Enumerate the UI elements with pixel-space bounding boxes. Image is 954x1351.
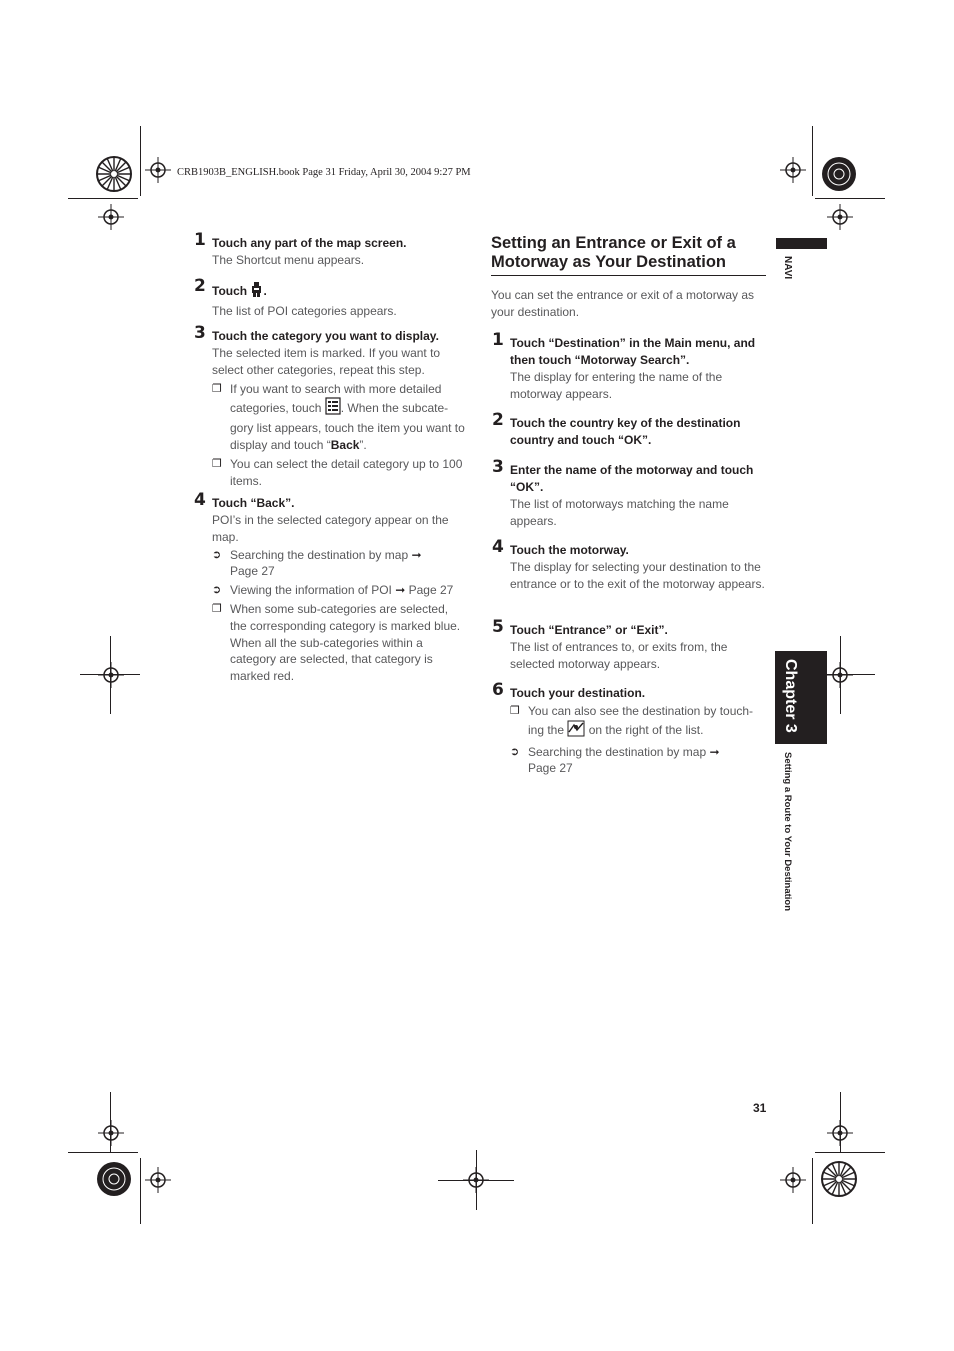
step-title: Touch “Entrance” or “Exit”.: [510, 623, 668, 637]
page-arrow-icon: ➞: [395, 583, 406, 598]
crosshair-icon: [145, 157, 171, 183]
title-divider: [491, 275, 766, 276]
left-step-3: [194, 323, 466, 489]
crosshair-icon: [780, 157, 806, 183]
step-title-text: Touch: [212, 284, 251, 298]
right-step-5: [492, 617, 768, 673]
crosshair-icon: [145, 1167, 171, 1193]
note-text: If you want to search with more detailed categories, touch: [230, 381, 442, 416]
step-title: Touch “Destination” in the Main menu, and then touch “Motorway Search”.: [510, 336, 756, 367]
reference-text: Viewing the information of POI: [230, 583, 396, 598]
section-title: Setting an Entrance or Exit of a Motorway as Your Destination: [491, 234, 736, 271]
note-item: [212, 381, 466, 454]
step-number: 2: [194, 276, 206, 296]
map-icon: [567, 720, 585, 742]
step-body: The list of motorways matching the name appears.: [510, 497, 729, 528]
step-number: 2: [492, 410, 504, 430]
right-step-6: [492, 680, 768, 777]
back-label: Back: [256, 496, 286, 510]
reference-arrow-icon: ➲: [212, 548, 222, 561]
detail-list-icon: [325, 397, 341, 420]
step-body: The list of entrances to, or exits from, the selected motorway appears.: [510, 640, 728, 671]
section-running-title: Setting a Route to Your Destination: [782, 752, 793, 912]
note-text: You can select the detail category up to 100 items.: [230, 456, 463, 488]
note-square-icon: ❐: [510, 705, 520, 717]
right-step-3: [492, 457, 768, 530]
reference-text: Searching the destination by map: [230, 547, 412, 562]
note-text: You can also see the destination by touch-ing the: [528, 704, 754, 737]
book-file-info: CRB1903B_ENGLISH.book Page 31 Friday, April 30, 2004 9:27 PM: [177, 167, 471, 178]
page-reference: Page 27: [230, 564, 275, 579]
note-text: ”.: [359, 437, 367, 452]
step-title: Touch any part of the map screen.: [212, 236, 407, 250]
crosshair-icon: [98, 1120, 124, 1146]
left-step-4: [194, 490, 466, 685]
right-step-4: [492, 537, 768, 593]
step-title: Touch the category you want to display.: [212, 329, 439, 343]
page-arrow-icon: ➞: [411, 547, 422, 562]
right-step-2: [492, 410, 768, 449]
navi-tab-bar: [776, 238, 827, 249]
step-number: 5: [492, 617, 504, 637]
note-item: [510, 703, 768, 742]
note-item: [212, 601, 466, 685]
page-arrow-icon: ➞: [709, 744, 720, 759]
step-body: The display for selecting your destination to the entrance or to the exit of the motorway appears.: [510, 560, 765, 591]
step-title: Touch the country key of the destination country and touch “OK”.: [510, 416, 741, 447]
reference-text: Searching the destination by map: [528, 744, 710, 759]
step-title-suffix: .: [263, 284, 267, 298]
crosshair-icon: [98, 204, 124, 230]
note-text: When some sub-categories are selected, the corresponding category is marked blue. When all the sub-categories within a category are selected, that category is marked red.: [230, 601, 461, 684]
page-number: 31: [753, 1101, 767, 1115]
registration-wheel-icon: [95, 1160, 133, 1198]
page-reference: Page 27: [528, 761, 573, 776]
left-step-1: [194, 230, 454, 269]
step-title: Touch the motorway.: [510, 543, 629, 557]
chapter-label: Chapter 3: [782, 659, 799, 733]
note-text: on the right of the list.: [585, 722, 704, 737]
note-square-icon: ❐: [212, 382, 222, 395]
registration-wheel-icon: [820, 1160, 858, 1198]
reference-arrow-icon: ➲: [212, 584, 222, 597]
step-title-suffix: ”.: [285, 496, 295, 510]
crosshair-icon: [98, 662, 124, 688]
step-body: The selected item is marked. If you want to select other categories, repeat this step.: [212, 346, 441, 377]
crosshair-icon: [827, 204, 853, 230]
reference-item: [212, 582, 466, 599]
section-intro: You can set the entrance or exit of a motorway as your destination.: [491, 288, 755, 319]
registration-wheel-icon: [820, 155, 858, 193]
reference-item: [510, 744, 768, 778]
step-body: The display for entering the name of the motorway appears.: [510, 370, 723, 401]
crosshair-icon: [780, 1167, 806, 1193]
note-item: [212, 456, 466, 490]
step-title: Enter the name of the motorway and touch “OK”.: [510, 463, 754, 494]
registration-wheel-icon: [95, 155, 133, 193]
note-text: . When the subcate-gory list appears, touch the item you want to display and touch “: [230, 401, 465, 452]
reference-item: [212, 547, 466, 581]
step-number: 3: [492, 457, 504, 477]
note-square-icon: ❐: [212, 602, 222, 615]
back-label: Back: [330, 437, 360, 452]
right-step-1: [492, 330, 768, 403]
step-number: 1: [492, 330, 504, 350]
navi-tab-label: NAVI: [782, 256, 793, 280]
step-body: POI’s in the selected category appear on the map.: [212, 513, 449, 544]
step-title: Touch your destination.: [510, 686, 646, 700]
step-title: [212, 281, 454, 303]
step-number: 1: [194, 230, 206, 250]
step-number: 6: [492, 680, 504, 700]
poi-icon: [250, 281, 263, 303]
reference-arrow-icon: ➲: [510, 745, 520, 758]
step-number: 4: [492, 537, 504, 557]
step-title: [212, 495, 466, 512]
step-number: 4: [194, 490, 206, 510]
page-reference: Page 27: [408, 583, 454, 598]
note-square-icon: ❐: [212, 457, 222, 470]
step-title-text: Touch “: [212, 496, 257, 510]
step-body: The list of POI categories appears.: [212, 304, 397, 318]
step-number: 3: [194, 323, 206, 343]
left-step-2: [194, 276, 454, 320]
step-body: The Shortcut menu appears.: [212, 253, 365, 267]
